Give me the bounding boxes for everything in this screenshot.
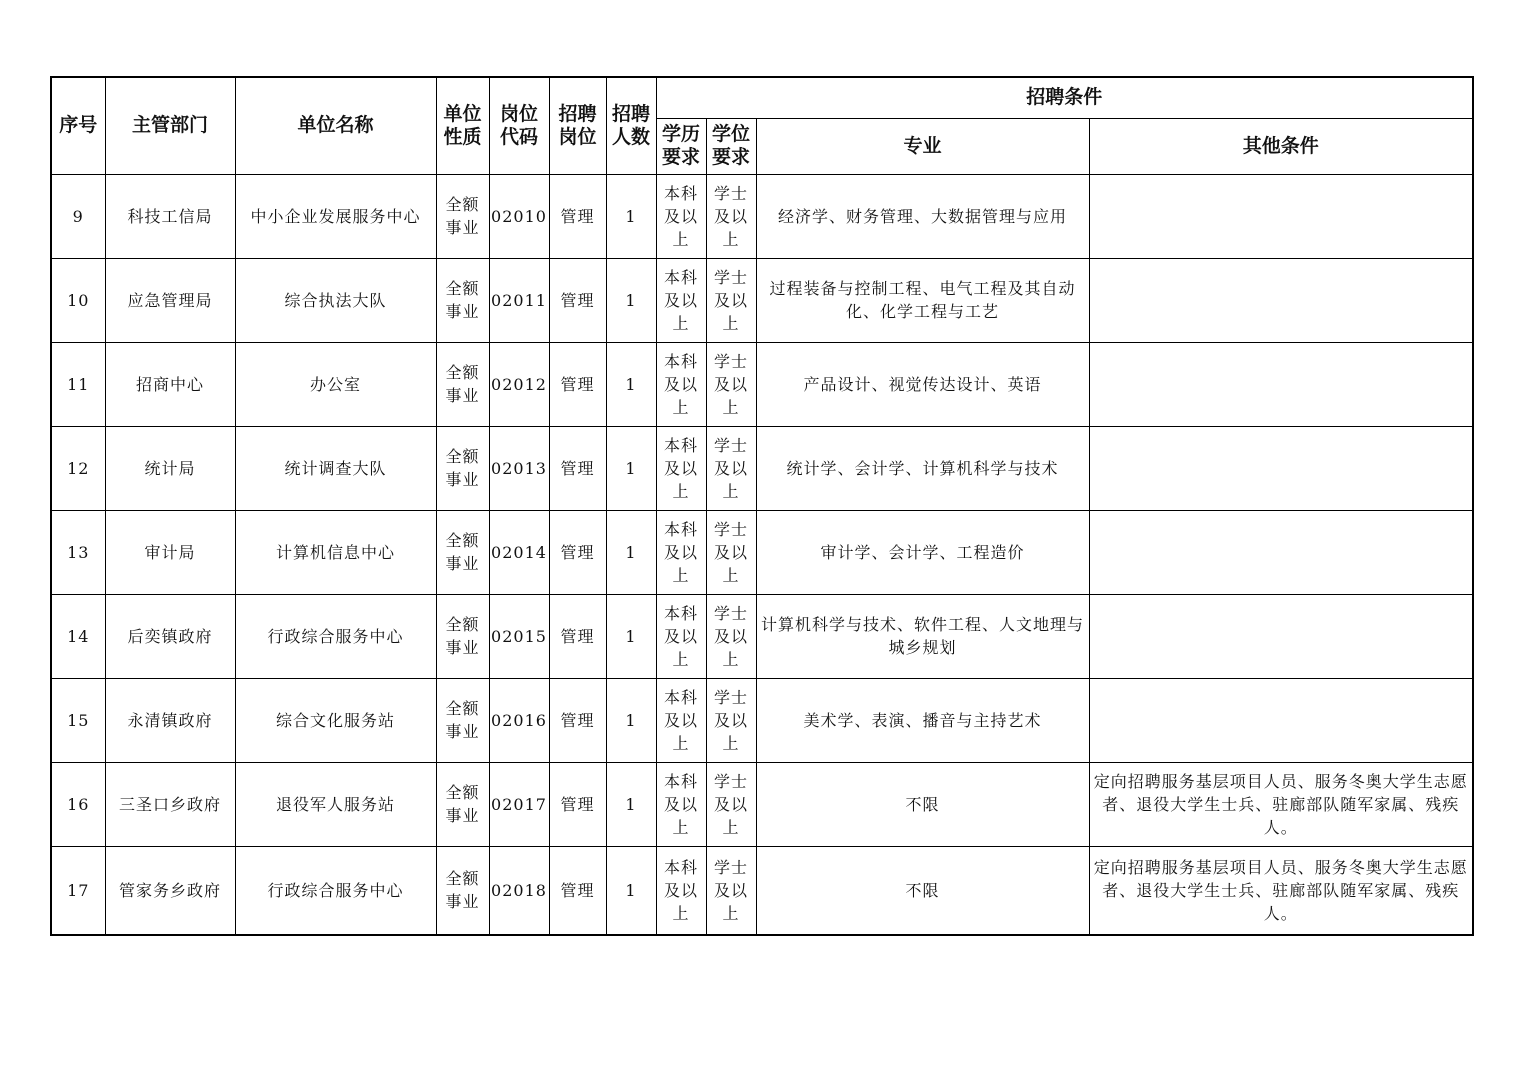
table-row (51, 174, 1473, 258)
cell-edu (656, 342, 706, 426)
cell-degree (706, 762, 756, 846)
cell-degree (706, 258, 756, 342)
cell-degree-text: 学士及以上 (713, 771, 748, 837)
cell-edu-text: 本科及以上 (663, 603, 698, 669)
cell-count: 1 (606, 678, 656, 762)
cell-dept: 科技工信局 (105, 174, 235, 258)
cell-edu-text: 本科及以上 (663, 857, 698, 923)
cell-degree-text: 学士及以上 (713, 267, 748, 333)
cell-degree (706, 510, 756, 594)
cell-unit: 中小企业发展服务中心 (235, 174, 436, 258)
cell-dept: 永清镇政府 (105, 678, 235, 762)
cell-dept: 三圣口乡政府 (105, 762, 235, 846)
cell-other (1089, 594, 1473, 678)
cell-code: 02013 (489, 426, 549, 510)
table-row (51, 762, 1473, 846)
cell-degree (706, 846, 756, 935)
cell-unit: 退役军人服务站 (235, 762, 436, 846)
cell-nature-text: 全额事业 (445, 615, 480, 657)
table-row (51, 846, 1473, 935)
cell-unit: 行政综合服务中心 (235, 594, 436, 678)
cell-edu (656, 678, 706, 762)
header-count-text: 招聘人数 (611, 102, 650, 148)
cell-post: 管理 (549, 342, 606, 426)
cell-unit: 统计调查大队 (235, 426, 436, 510)
cell-edu-text: 本科及以上 (663, 519, 698, 585)
cell-dept: 统计局 (105, 426, 235, 510)
cell-major: 不限 (756, 846, 1089, 935)
cell-count: 1 (606, 594, 656, 678)
table-row (51, 426, 1473, 510)
cell-nature (436, 762, 489, 846)
cell-post: 管理 (549, 174, 606, 258)
cell-major: 美术学、表演、播音与主持艺术 (756, 678, 1089, 762)
cell-seq: 14 (51, 594, 105, 678)
cell-major: 经济学、财务管理、大数据管理与应用 (756, 174, 1089, 258)
cell-post: 管理 (549, 258, 606, 342)
cell-post: 管理 (549, 510, 606, 594)
cell-code: 02015 (489, 594, 549, 678)
cell-edu-text: 本科及以上 (663, 687, 698, 753)
cell-count: 1 (606, 510, 656, 594)
cell-seq: 13 (51, 510, 105, 594)
cell-dept: 审计局 (105, 510, 235, 594)
cell-degree (706, 342, 756, 426)
recruitment-table-sheet (50, 76, 1474, 936)
cell-seq: 12 (51, 426, 105, 510)
cell-other: 定向招聘服务基层项目人员、服务冬奥大学生志愿者、退役大学生士兵、驻廊部队随军家属、残疾人。 (1089, 762, 1473, 846)
header-edu-text: 学历要求 (661, 123, 700, 168)
cell-other (1089, 426, 1473, 510)
cell-code: 02014 (489, 510, 549, 594)
cell-seq: 10 (51, 258, 105, 342)
header-dept: 主管部门 (105, 77, 235, 174)
cell-seq: 15 (51, 678, 105, 762)
cell-nature (436, 258, 489, 342)
cell-unit: 计算机信息中心 (235, 510, 436, 594)
cell-degree (706, 174, 756, 258)
header-conditions: 招聘条件 (656, 77, 1473, 118)
cell-dept: 招商中心 (105, 342, 235, 426)
cell-edu (656, 426, 706, 510)
cell-major: 计算机科学与技术、软件工程、人文地理与城乡规划 (756, 594, 1089, 678)
cell-degree-text: 学士及以上 (713, 351, 748, 417)
header-code-text: 岗位代码 (499, 102, 538, 148)
cell-other (1089, 342, 1473, 426)
cell-nature-text: 全额事业 (445, 869, 480, 912)
cell-degree-text: 学士及以上 (713, 687, 748, 753)
cell-degree (706, 594, 756, 678)
header-nature (436, 77, 489, 174)
cell-dept: 应急管理局 (105, 258, 235, 342)
cell-count: 1 (606, 342, 656, 426)
cell-edu (656, 594, 706, 678)
cell-other: 定向招聘服务基层项目人员、服务冬奥大学生志愿者、退役大学生士兵、驻廊部队随军家属、残疾人。 (1089, 846, 1473, 935)
cell-count: 1 (606, 846, 656, 935)
table-row (51, 510, 1473, 594)
cell-major: 产品设计、视觉传达设计、英语 (756, 342, 1089, 426)
header-post (549, 77, 606, 174)
cell-nature (436, 846, 489, 935)
cell-code: 02011 (489, 258, 549, 342)
table-header (51, 77, 1473, 174)
header-degree (706, 118, 756, 174)
header-edu (656, 118, 706, 174)
cell-edu (656, 846, 706, 935)
header-post-text: 招聘岗位 (558, 102, 597, 148)
cell-count: 1 (606, 762, 656, 846)
cell-degree-text: 学士及以上 (713, 519, 748, 585)
header-count (606, 77, 656, 174)
cell-code: 02016 (489, 678, 549, 762)
cell-edu (656, 762, 706, 846)
cell-nature (436, 426, 489, 510)
cell-seq: 9 (51, 174, 105, 258)
cell-other (1089, 174, 1473, 258)
header-degree-text: 学位要求 (711, 123, 750, 168)
cell-other (1089, 258, 1473, 342)
cell-post: 管理 (549, 426, 606, 510)
cell-major: 不限 (756, 762, 1089, 846)
cell-degree (706, 678, 756, 762)
cell-unit: 行政综合服务中心 (235, 846, 436, 935)
cell-degree (706, 426, 756, 510)
cell-unit: 综合执法大队 (235, 258, 436, 342)
cell-nature (436, 174, 489, 258)
cell-major: 审计学、会计学、工程造价 (756, 510, 1089, 594)
cell-degree-text: 学士及以上 (713, 603, 748, 669)
cell-seq: 16 (51, 762, 105, 846)
cell-edu-text: 本科及以上 (663, 771, 698, 837)
cell-code: 02017 (489, 762, 549, 846)
table-row (51, 342, 1473, 426)
cell-count: 1 (606, 174, 656, 258)
cell-degree-text: 学士及以上 (713, 435, 748, 501)
header-nature-text: 单位性质 (443, 102, 482, 148)
cell-unit: 办公室 (235, 342, 436, 426)
header-major: 专业 (756, 118, 1089, 174)
cell-other (1089, 678, 1473, 762)
cell-nature-text: 全额事业 (445, 783, 480, 825)
table-row (51, 594, 1473, 678)
header-code (489, 77, 549, 174)
cell-edu (656, 258, 706, 342)
cell-post: 管理 (549, 594, 606, 678)
cell-nature (436, 678, 489, 762)
cell-nature (436, 342, 489, 426)
table-row (51, 678, 1473, 762)
cell-dept: 后奕镇政府 (105, 594, 235, 678)
cell-count: 1 (606, 258, 656, 342)
cell-nature (436, 594, 489, 678)
cell-nature-text: 全额事业 (445, 699, 480, 741)
recruitment-table (50, 76, 1474, 936)
table-row (51, 258, 1473, 342)
table-body (51, 174, 1473, 935)
cell-nature-text: 全额事业 (445, 447, 480, 489)
cell-post: 管理 (549, 678, 606, 762)
cell-nature-text: 全额事业 (445, 363, 480, 405)
cell-other (1089, 510, 1473, 594)
cell-seq: 11 (51, 342, 105, 426)
cell-post: 管理 (549, 762, 606, 846)
cell-edu (656, 510, 706, 594)
cell-unit: 综合文化服务站 (235, 678, 436, 762)
cell-edu-text: 本科及以上 (663, 267, 698, 333)
header-unit: 单位名称 (235, 77, 436, 174)
cell-nature-text: 全额事业 (445, 279, 480, 321)
cell-major: 过程装备与控制工程、电气工程及其自动化、化学工程与工艺 (756, 258, 1089, 342)
cell-edu (656, 174, 706, 258)
cell-code: 02018 (489, 846, 549, 935)
cell-degree-text: 学士及以上 (713, 857, 748, 923)
cell-seq: 17 (51, 846, 105, 935)
cell-count: 1 (606, 426, 656, 510)
header-other: 其他条件 (1089, 118, 1473, 174)
cell-edu-text: 本科及以上 (663, 351, 698, 417)
cell-code: 02010 (489, 174, 549, 258)
cell-nature-text: 全额事业 (445, 531, 480, 573)
header-seq: 序号 (51, 77, 105, 174)
cell-dept: 管家务乡政府 (105, 846, 235, 935)
cell-nature-text: 全额事业 (445, 195, 480, 237)
cell-edu-text: 本科及以上 (663, 435, 698, 501)
cell-nature (436, 510, 489, 594)
cell-post: 管理 (549, 846, 606, 935)
cell-edu-text: 本科及以上 (663, 183, 698, 249)
cell-code: 02012 (489, 342, 549, 426)
cell-degree-text: 学士及以上 (713, 183, 748, 249)
cell-major: 统计学、会计学、计算机科学与技术 (756, 426, 1089, 510)
